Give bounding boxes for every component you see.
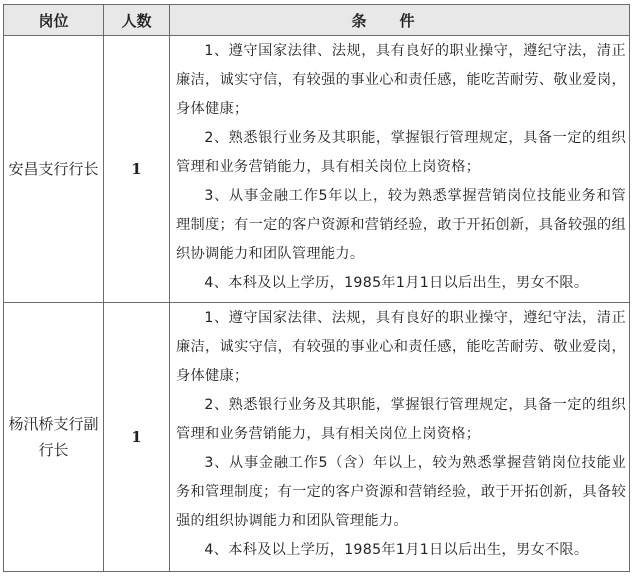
condition-item: 4、本科及以上学历，1985年1月1日以后出生，男女不限。 [204,275,589,291]
header-post: 岗位 [4,5,104,36]
table-header-row [4,5,630,36]
recruitment-table [3,4,630,572]
condition-item: 3、从事金融工作5年以上，较为熟悉掌握营销岗位技能业务和管理制度；有一定的客户资源和营销经验，敢于开拓创新，具备较强的组织协调能力和团队管理能力。 [176,188,626,262]
post-cell: 杨汛桥支行副行长 [4,303,104,572]
header-conditions-label: 条件 [351,11,448,30]
condition-item: 1、遵守国家法律、法规，具有良好的职业操守，遵纪守法，清正廉洁，诚实守信，有较强的事业心和责任感，能吃苦耐劳、敬业爱岗，身体健康； [176,43,626,117]
count-cell: 1 [104,303,170,572]
header-conditions [170,5,630,36]
table-row [4,36,630,303]
recruitment-table-container [3,4,630,572]
condition-item: 2、熟悉银行业务及其职能，掌握银行管理规定，具备一定的组织管理和业务营销能力，具有相关岗位上岗资格； [176,397,626,442]
post-cell: 安昌支行行长 [4,36,104,303]
condition-item: 4、本科及以上学历，1985年1月1日以后出生，男女不限。 [204,542,589,558]
table-row [4,303,630,572]
condition-item: 2、熟悉银行业务及其职能，掌握银行管理规定，具备一定的组织管理和业务营销能力，具有相关岗位上岗资格； [176,130,626,175]
header-count: 人数 [104,5,170,36]
conditions-cell [170,36,630,303]
condition-item: 3、从事金融工作5（含）年以上，较为熟悉掌握营销岗位技能业务和管理制度；有一定的客户资源和营销经验，敢于开拓创新，具备较强的组织协调能力和团队管理能力。 [176,455,626,529]
condition-item: 1、遵守国家法律、法规，具有良好的职业操守，遵纪守法，清正廉洁，诚实守信，有较强的事业心和责任感，能吃苦耐劳、敬业爱岗，身体健康； [176,310,626,384]
count-cell: 1 [104,36,170,303]
conditions-cell [170,303,630,572]
